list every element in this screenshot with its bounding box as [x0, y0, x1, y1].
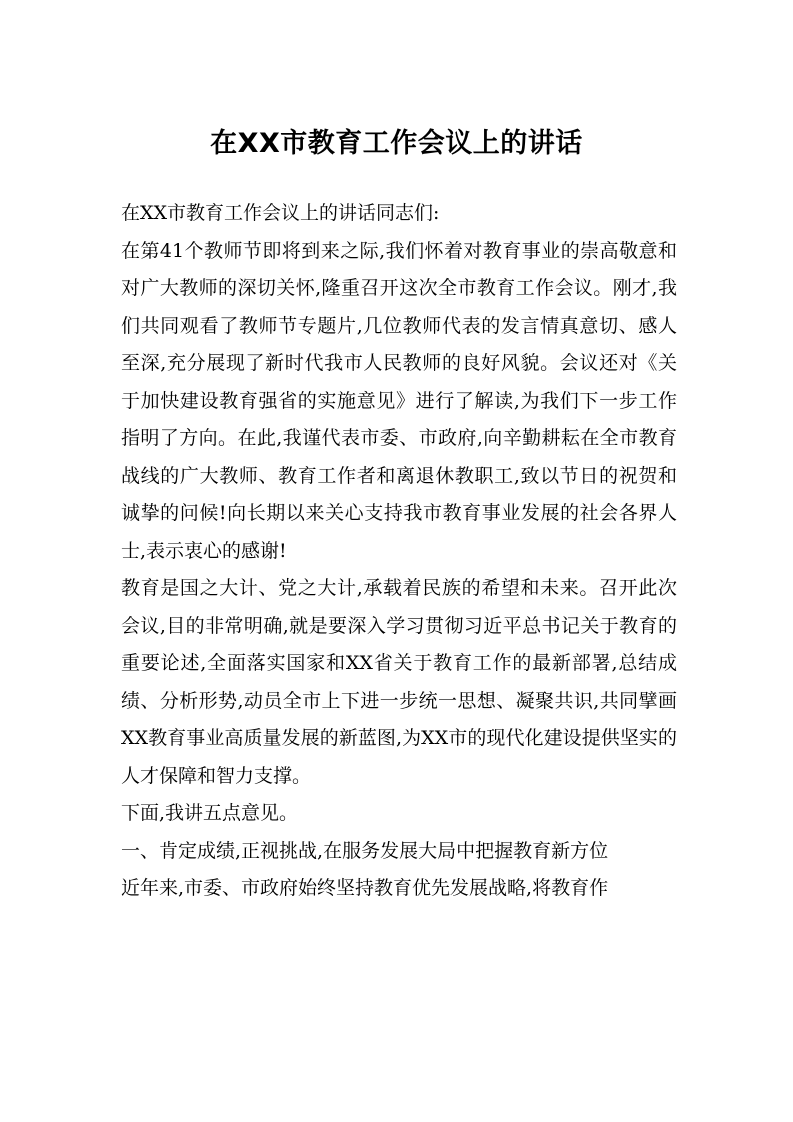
paragraph-section-one-start: 近年来,市委、市政府始终坚持教育优先发展战略,将教育作	[121, 877, 609, 899]
paragraph-opening: 在第41个教师节即将到来之际,我们怀着对教育事业的崇高敬意和对广大教师的深切关怀,隆重召开这次全市教育工作会议。刚才,我们共同观看了教师节专题片,几位教师代表的发言情真意切、感人至深,充分展现了新时代我市人民教师的良好风貌。会议还对《关于加快建设教育强省的实施意见》进行了解读,为我们下一步工作指明了方向。在此,我谨代表市委、市政府,向辛勤耕耘在全市教育战线的广大教师、教育工作者和离退休教职工,致以节日的祝贺和诚挚的问候!向长期以来关心支持我市教育事业发展的社会各界人士,表示衷心的感谢!	[121, 239, 677, 562]
paragraph-purpose: 教育是国之大计、党之大计,承载着民族的希望和未来。召开此次会议,目的非常明确,就是要深入学习贯彻习近平总书记关于教育的重要论述,全面落实国家和XX省关于教育工作的最新部署,总结成绩、分析形势,动员全市上下进一步统一思想、凝聚共识,共同擘画XX教育事业高质量发展的新蓝图,为XX市的现代化建设提供坚实的人才保障和智力支撑。	[121, 577, 677, 787]
paragraph-outline: 下面,我讲五点意见。	[121, 802, 299, 824]
document-title: 在XX市教育工作会议上的讲话	[210, 128, 583, 159]
document-body	[121, 195, 677, 908]
paragraph-salutation: 在XX市教育工作会议上的讲话同志们:	[121, 202, 440, 224]
section-heading-one: 一、肯定成绩,正视挑战,在服务发展大局中把握教育新方位	[121, 839, 609, 862]
